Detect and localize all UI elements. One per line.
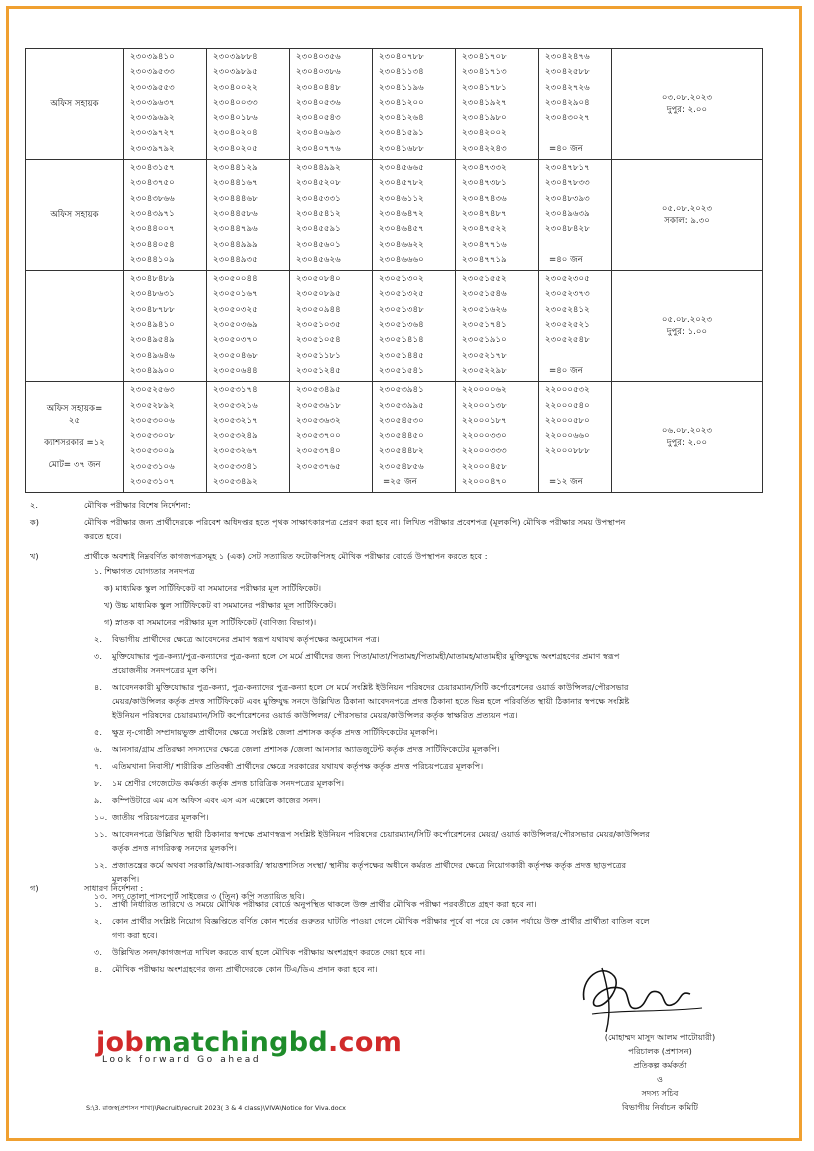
roll-number: ২৩০৫৩০০৯ xyxy=(130,446,175,457)
list-item-number: ১২. xyxy=(94,860,108,870)
roll-number: ২৩০৪৬৬৬০ xyxy=(379,254,424,265)
roll-number: ২৩০৫৩৯৪১ xyxy=(379,385,424,396)
roll-number: ২৩০৫৩২৬৭ xyxy=(213,446,258,457)
list-item-number: ৪. xyxy=(94,964,102,974)
roll-number: ২৩০৫১৩২৫ xyxy=(379,289,424,300)
post-name xyxy=(30,209,119,221)
signatory-details xyxy=(540,1030,780,1114)
roll-number: ২৩০৩৯৫৩৩ xyxy=(130,67,175,78)
roll-number: ২৩০৪৫৪১২ xyxy=(296,208,341,219)
list-item-number: ৮. xyxy=(94,778,102,788)
roll-number: ২৩০৫১৩৪৮ xyxy=(379,304,424,315)
roll-table-row xyxy=(26,382,763,493)
list-item-text: প্রার্থী নির্ধারিত তারিখে ও সময়ে মৌখিক পরীক্ষার বোর্ডে অনুপস্থিত থাকলে উক্ত প্রার্থীর মৌখিক পরীক্ষা পরবর্তীতে গ্রহণ করা হবে না। xyxy=(112,899,537,909)
list-item-text: মৌখিক পরীক্ষায় অংশগ্রহণের জন্য প্রার্থীদেরকে কোন টিএ/ডিএ প্রদান করা হবে না। xyxy=(112,964,378,974)
list-item-number: ২. xyxy=(94,916,102,926)
roll-number: ২৩০৫৩২১৭ xyxy=(213,415,258,426)
list-item-text: মূলকপি। xyxy=(112,874,140,884)
roll-number: ২৩০৫০৩৭০ xyxy=(213,335,258,346)
instruction-a-line-1: মৌখিক পরীক্ষার জন্য প্রার্থীদেরকে পরিবেশ অধিদপ্তর হতে পৃথক সাক্ষাৎকারপত্র প্রেরণ করা হবে না। লিখিত পরীক্ষার প্রবেশপত্র (মূলকপি) মৌখিক পরীক্ষার সময় উপস্থাপন xyxy=(84,517,626,527)
roll-number: ২৩০৫০৩৬৯ xyxy=(213,320,258,331)
roll-number: ২৩০৫৩০০৬ xyxy=(130,415,175,426)
list-item-number: ৩. xyxy=(94,651,102,661)
viva-time: দুপুর: ১.০০ xyxy=(666,326,708,337)
list-item-number: ২. xyxy=(94,634,102,644)
roll-number: ২৩০৩৯৮৮৪ xyxy=(213,52,258,62)
logo-part-com: .com xyxy=(328,1027,403,1058)
roll-number: ২৩০৫১৫৪৬ xyxy=(462,289,507,300)
roll-number: ২৩০৩৯৬৩৭ xyxy=(130,97,175,108)
list-item-number: ৫. xyxy=(94,727,102,737)
list-item-text: আনসার/গ্রাম প্রতিরক্ষা সদস্যদের ক্ষেত্রে জেলা প্রশাসক /জেলা আনসার অ্যাডজুটেন্ট কর্তৃক প্রদত্ত সার্টিফিকেটের মূলকপি। xyxy=(112,744,500,754)
viva-time: সকাল: ৯.৩০ xyxy=(664,215,710,226)
viva-time: দুপুর: ২.০০ xyxy=(666,437,708,448)
roll-number-column xyxy=(290,271,373,382)
roll-number-column xyxy=(290,382,373,493)
roll-number: ২৩০৪৮৩৯৩ xyxy=(545,193,590,204)
roll-number: ২৩০৫৪৮৫৬ xyxy=(379,461,424,472)
roll-number: ২৩০৪৭৩৩২ xyxy=(462,163,507,174)
roll-number: ২৩০৪১৭৮১ xyxy=(462,82,507,93)
roll-number: ২৩০৫৪৪৮২ xyxy=(379,446,424,457)
candidate-count: =১২ জন xyxy=(549,477,583,488)
roll-number xyxy=(545,460,607,475)
roll-number: ২৩০৪৪০৫৪ xyxy=(130,239,175,250)
roll-number: ২২০০০৪৫৮ xyxy=(462,461,507,472)
roll-number: ২৩০৫৩১০৭ xyxy=(130,477,175,488)
roll-number: ২৩০৪৭৪৮৭ xyxy=(462,208,507,219)
candidate-count: =৪০ জন xyxy=(549,254,583,265)
list-item-text: ১ম শ্রেণীর গেজেটেড কর্মকর্তা কর্তৃক প্রদত্ত চারিত্রিক সনদপত্রের মূলকপি। xyxy=(112,778,345,788)
roll-number: ২৩০৫২১৭৮ xyxy=(462,350,507,361)
roll-number: ২৩০৫২২৯৮ xyxy=(462,365,507,376)
footer-file-path: S:\3. রাজস্ব(প্রশাসন শাখা)\Recruit\recruit 2023( 3 & 4 class)\VIVA\Notice for Viva.docx xyxy=(86,1104,346,1112)
roll-number: ২৩০৪৩০২৭ xyxy=(545,113,590,124)
roll-number: ২৩০৫৩৯৯৫ xyxy=(379,400,424,411)
roll-number: ২৩০৪৮৪২৮ xyxy=(545,224,590,235)
roll-number xyxy=(545,349,607,364)
list-item-number: ১০. xyxy=(94,812,108,822)
roll-number: ২৩০৫০১৬৭ xyxy=(213,289,258,300)
roll-number xyxy=(545,126,607,141)
signature-scribble xyxy=(562,948,712,1038)
post-name-line xyxy=(30,449,119,459)
roll-number: ২৩০৫১৯১০ xyxy=(462,335,507,346)
roll-number: ২৩০৩৯৬৯২ xyxy=(130,113,175,124)
roll-number-column xyxy=(373,49,456,160)
list-item-text: প্রজাতন্ত্রের কর্মে অথবা সরকারি/আধা-সরকারি/ স্বায়ত্তশাসিত সংস্থা/ স্থানীয় কর্তৃপক্ষের অধীনে কর্মরত প্রার্থীদের ক্ষেত্রে নিয়োগকারী কর্তৃপক্ষ কর্তৃক প্রদত্ত ছাড়পত্রের xyxy=(112,860,627,870)
roll-number-column xyxy=(290,160,373,271)
list-item-text: কম্পিউটারে এম এস অফিস এবং এস এস এক্সেলে কাজের সনদ। xyxy=(112,795,321,805)
roll-number: ২৩০৪৬১১২ xyxy=(379,193,424,204)
viva-schedule-cell xyxy=(612,160,763,271)
roll-number: ২৩০৩৯৪১০ xyxy=(130,52,175,62)
post-name-line xyxy=(30,427,119,437)
roll-number: ২৩০৫১৬২৬ xyxy=(462,304,507,315)
roll-number: ২৩০৪৩৭৫০ xyxy=(130,178,175,189)
roll-number: ২৩০৪৪০০৭ xyxy=(130,224,175,235)
roll-number: ২২০০০৮৮৮ xyxy=(545,446,590,457)
post-name-cell xyxy=(26,160,124,271)
viva-date: ০৩.০৮.২০২৩ xyxy=(661,92,713,103)
signatory-and: ও xyxy=(656,1074,664,1084)
roll-number: ২৩০৩৯৫৫৩ xyxy=(130,82,175,93)
list-item-text: কর্তৃক প্রদত্ত নাগরিকত্ব সনদের মূলকপি। xyxy=(112,843,237,853)
post-name-cell xyxy=(26,271,124,382)
post-name-cell xyxy=(26,49,124,160)
roll-number: ২৩০৪৩১৫৭ xyxy=(130,163,175,174)
roll-number: ২৩০৪৭৭১৬ xyxy=(462,239,507,250)
roll-number: ২৩০৫২৩৭৩ xyxy=(545,289,590,300)
roll-table-row xyxy=(26,49,763,160)
roll-number: ২৩০৫১৫৫২ xyxy=(462,274,507,285)
viva-schedule-cell xyxy=(612,49,763,160)
roll-number: ২৩০৪১১৯৬ xyxy=(379,82,424,93)
list-item-number: ১৩. xyxy=(94,891,108,901)
roll-number: ২৩০৫৩২৪৯ xyxy=(213,431,258,442)
candidate-count: =৪০ জন xyxy=(549,143,583,154)
roll-number: ২৩০৫২৫৪৮ xyxy=(545,335,590,346)
roll-number: ২৩০৪১৯৮০ xyxy=(462,113,507,124)
roll-number: ২৩০৫২৫৬৩ xyxy=(130,385,175,396)
instruction-a-line-2: করতে হবে। xyxy=(84,531,122,541)
list-item-number: ১১. xyxy=(94,829,108,839)
roll-number-column xyxy=(124,160,207,271)
roll-number: ২৩০৪৪৭৯৬ xyxy=(213,224,258,235)
roll-number: ২৩০৫০৯৪৪ xyxy=(296,304,341,315)
post-name-cell xyxy=(26,382,124,493)
roll-number-column xyxy=(373,160,456,271)
list-item-text: ক্ষুদ্র নৃ-গোষ্ঠী সম্প্রদায়ভুক্ত প্রার্থীদের ক্ষেত্রে সংশ্লিষ্ট জেলা প্রশাসক কর্তৃক প্রদত্ত সার্টিফিকেটের মূলকপি। xyxy=(112,727,438,737)
roll-number: ২৩০৪২৫৮৮ xyxy=(545,67,590,78)
post-name-line: ক্যাশসরকার =১২ xyxy=(44,437,105,448)
roll-number-column xyxy=(207,382,290,493)
roll-number: ২৩০৪৪৫৮৬ xyxy=(213,208,258,219)
candidate-count: =৪০ জন xyxy=(549,365,583,376)
roll-number: ২৩০৪৭৭১৯ xyxy=(462,254,507,265)
post-name-line: মোট= ৩৭ জন xyxy=(48,459,101,470)
roll-number: ২৩০৪১৫৯১ xyxy=(379,128,424,139)
roll-number-column xyxy=(539,382,612,493)
list-item-text: আবেদনকারী মুক্তিযোদ্ধার পুত্র-কন্যা, পুত্র-কন্যাদের পুত্র-কন্যা হলে সে মর্মে সংশ্লিষ্ট ইউনিয়ন পরিষদের চেয়ারম্যান/সিটি কর্পোরেশনের ওয়ার্ড কাউন্সিলর/পৌরসভার xyxy=(112,682,629,692)
signatory-committee: বিভাগীয় নির্বাচন কমিটি xyxy=(622,1102,698,1112)
roll-number: ২৩০৫২৮৯২ xyxy=(130,400,175,411)
roll-number: ২৩০৫৩১৭৪ xyxy=(213,385,258,396)
roll-number: ২৩০৪৮৪৮৯ xyxy=(130,274,175,285)
roll-number: ২৩০৪৬৬২২ xyxy=(379,239,424,250)
roll-number: ২৩০৪০৭৮৮ xyxy=(379,52,424,62)
viva-roll-table xyxy=(25,48,763,493)
roll-number: ২৩০৫১১৮১ xyxy=(296,350,341,361)
roll-number: ২৩০৫৩৬১৮ xyxy=(296,400,341,411)
roll-number: ২৩০৫৩০০৮ xyxy=(130,431,175,442)
list-item-number: ১. xyxy=(94,899,102,909)
list-item-number: ৬. xyxy=(94,744,102,754)
roll-number: ২৩০৪২২৪৩ xyxy=(462,143,507,154)
roll-number: ২৩০৪১৯২৭ xyxy=(462,97,507,108)
roll-number: ২৩০৪২৪৭৬ xyxy=(545,52,590,62)
roll-number: ২৩০৫১৭৪১ xyxy=(462,320,507,331)
roll-number: ২৩০৪০৩৮৬ xyxy=(296,67,341,78)
roll-number: ২৩০৫১০৩৫ xyxy=(296,320,341,331)
roll-number: ২৩০৪০২০৪ xyxy=(213,128,258,139)
roll-number: ২৩০৪০০৩৩ xyxy=(213,97,258,108)
list-item-text: সদ্য তোলা পাসপোর্ট সাইজের ৩ (তিন) কপি সত্যায়িত ছবি। xyxy=(112,891,305,901)
roll-number-column xyxy=(373,382,456,493)
list-item-text: বিভাগীয় প্রার্থীদের ক্ষেত্রে আবেদনের প্রমাণ স্বরূপ যথাযথ কর্তৃপক্ষের অনুমোদন পত্র। xyxy=(112,634,380,644)
roll-number: ২৩০৫০৬৪৪ xyxy=(213,365,258,376)
candidate-count: =২৫ জন xyxy=(383,477,417,488)
post-name-line: অফিস সহায়ক xyxy=(50,98,99,109)
roll-number: ২৩০৪৭৮৩৩ xyxy=(545,178,590,189)
roll-number: ২৩০৫১৪৪৫ xyxy=(379,350,424,361)
roll-number: ২৩০৪০৪৪৮ xyxy=(296,82,341,93)
signatory-designation: পরিচালক (প্রশাসন) xyxy=(628,1046,692,1056)
roll-number: ২৩০৪৬৪৭২ xyxy=(379,208,424,219)
roll-number-column xyxy=(124,49,207,160)
roll-number-column xyxy=(124,382,207,493)
roll-number: ২৩০৫০৮৯৫ xyxy=(296,289,341,300)
roll-number-column xyxy=(456,271,539,382)
roll-number: ২৩০৪১২০০ xyxy=(379,97,424,108)
roll-number: ২৩০৫১৩০২ xyxy=(379,274,424,285)
instruction-b-text: প্রার্থীকে অবশ্যই নিম্নবর্ণিত কাগজপত্রসমূহ ১ (এক) সেট সত্যায়িত ফটোকপিসহ মৌখিক পরীক্ষার বোর্ডে উপস্থাপন করতে হবে : xyxy=(84,551,488,561)
post-name-line: অফিস সহায়ক= xyxy=(46,403,103,414)
roll-number xyxy=(296,475,368,490)
roll-number: ২৩০৪৫৭৮২ xyxy=(379,178,424,189)
roll-number: ২৩০৪১২৬৪ xyxy=(379,113,424,124)
roll-number: ২২০০০৫৩২ xyxy=(545,385,590,396)
roll-number: ২৩০৪৮৬৩১ xyxy=(130,289,175,300)
section-2-number: ২. xyxy=(30,500,38,510)
roll-number: ২৩০৩৯৮৯৫ xyxy=(213,67,258,78)
roll-number: ২৩০৫০৪৬৮ xyxy=(213,350,258,361)
roll-number: ২৩০৪৭৮১৭ xyxy=(545,163,590,174)
roll-number: ২৩০৪১৭১৩ xyxy=(462,67,507,78)
roll-number: ২৩০৪৯৬৪৬ xyxy=(130,350,175,361)
roll-number: ২৩০৫৪৪৫০ xyxy=(379,431,424,442)
roll-number: ২৩০৪৪১০৯ xyxy=(130,254,175,265)
roll-number: ২৩০৪৫৬২৬ xyxy=(296,254,341,265)
roll-number: ২৩০৫১৫৪১ xyxy=(379,365,424,376)
roll-number: ২৩০৫৩৭০০ xyxy=(296,431,341,442)
roll-number: ২৩০৩৯৭২৭ xyxy=(130,128,175,139)
roll-number: ২৩০৪২৯০৪ xyxy=(545,97,590,108)
logo-tagline: Look forward Go ahead xyxy=(102,1055,262,1065)
roll-number: ২৩০৪১৭০৮ xyxy=(462,52,507,62)
roll-number: ২৩০৪৫২০৮ xyxy=(296,178,341,189)
post-name-line: ২৫ xyxy=(68,415,81,426)
list-item-text: প্রয়োজনীয় সনদপত্রের মূল কপি। xyxy=(112,665,217,675)
list-item-text: মুক্তিযোদ্ধার পুত্র-কন্যা/পুত্র-কন্যাদের পুত্র-কন্যা হলে সে মর্মে প্রার্থীদের জন্য পিতা/মাতা/পিতামহ/পিতামহী/মাতামহ/মাতামহীর মুক্তিযুদ্ধে অংশগ্রহণের প্রমাণ স্বরূপ xyxy=(112,651,620,661)
list-item-text: আবেদনপত্রে উল্লিখিত স্থায়ী ঠিকানার স্বপক্ষে প্রমাণস্বরূপ সংশ্লিষ্ট ইউনিয়ন পরিষদের চেয়ারম্যান/সিটি কর্পোরেশনের মেয়র/ ওয়ার্ড কাউন্সিলর/পৌরসভার মেয়র/কাউন্সিলর xyxy=(112,829,650,839)
post-name xyxy=(30,403,119,471)
roll-number: ২৩০৫৩৪৯৫ xyxy=(296,385,341,396)
roll-number-column xyxy=(456,49,539,160)
roll-number: ২২০০০৬৬০ xyxy=(545,431,590,442)
roll-number: ২৩০৫২৫২১ xyxy=(545,320,590,331)
roll-number: ২৩০৪৪১২৯ xyxy=(213,163,258,174)
roll-number-column xyxy=(539,160,612,271)
roll-number: ২৩০৫৪৫৩০ xyxy=(379,415,424,426)
signatory-role: প্রতিকল্প কর্মকর্তা xyxy=(633,1060,687,1070)
roll-number: ২২০০০৫৪০ xyxy=(545,400,590,411)
roll-number: ২৩০৪০২০৫ xyxy=(213,143,258,154)
roll-number-column xyxy=(456,160,539,271)
instruction-c-number: গ) xyxy=(30,883,39,893)
post-name-line: অফিস সহায়ক xyxy=(50,209,99,220)
roll-number-column xyxy=(539,271,612,382)
roll-number: ২৩০৪০৫৪৩ xyxy=(296,113,341,124)
viva-schedule-cell xyxy=(612,382,763,493)
roll-number: ২৩০৪৫৬৬৫ xyxy=(379,163,424,174)
roll-number: ২৩০৪৪৯৩৫ xyxy=(213,254,258,265)
list-item-number: ৯. xyxy=(94,795,102,805)
list-item-text: জাতীয় পরিচয়পত্রের মূলকপি। xyxy=(112,812,209,822)
roll-number: ২৩০৪৯৪১০ xyxy=(130,320,175,331)
list-item-number: ৩. xyxy=(94,947,102,957)
roll-number: ২৩০৪১১৩৪ xyxy=(379,67,424,78)
section-2-title: মৌখিক পরীক্ষার বিশেষ নির্দেশনা: xyxy=(84,500,191,510)
watermark-logo xyxy=(96,1027,403,1065)
roll-number: ২৩০৫০৮৪০ xyxy=(296,274,341,285)
roll-number: ২২০০০৫৮০ xyxy=(545,415,590,426)
roll-number: ২৩০৪৪৯৯৯ xyxy=(213,239,258,250)
list-item-text: কোন প্রার্থীর সংশ্লিষ্ট নিয়োগ বিজ্ঞপ্তিতে বর্ণিত কোন শর্তের গুরুতর ঘাটতি পাওয়া গেলে মৌখিক পরীক্ষার পূর্বে বা পরে যে কোন পর্যায়ে উক্ত প্রার্থীর প্রার্থীতা বাতিল বলে xyxy=(112,916,650,926)
roll-number: ২৩০৪৭৪৩৬ xyxy=(462,193,507,204)
roll-number: ২৩০৫০০৪৪ xyxy=(213,274,258,285)
roll-table-row xyxy=(26,271,763,382)
roll-number: ২৩০৪০৭৭৬ xyxy=(296,143,341,154)
list-item-number: ৪. xyxy=(94,682,102,692)
instructions xyxy=(30,498,780,978)
roll-number-column xyxy=(373,271,456,382)
roll-number-column xyxy=(539,49,612,160)
roll-number xyxy=(545,238,607,253)
list-item-text: উল্লিখিত সনদ/কাগজপত্র দাখিল করতে ব্যর্থ হলে মৌখিক পরীক্ষায় অংশগ্রহণ করতে দেয়া হবে না। xyxy=(112,947,426,957)
viva-date: ০৫.০৮.২০২৩ xyxy=(661,314,713,325)
instruction-a-number: ক) xyxy=(30,517,39,527)
roll-number: ২৩০৪৫৬০১ xyxy=(296,239,341,250)
viva-date: ০৬.০৮.২০২৩ xyxy=(661,425,713,436)
roll-number: ২৩০৪৭৩৮১ xyxy=(462,178,507,189)
roll-number: ২৩০৫৩৭৬৫ xyxy=(296,461,341,472)
roll-number: ২৩০৪৪৪৬৮ xyxy=(213,193,258,204)
roll-number: ২৩০৫১২৪৫ xyxy=(296,365,341,376)
roll-number: ২৩০৫০৩২৫ xyxy=(213,304,258,315)
roll-number: ২৩০৫১৪১৪ xyxy=(379,335,424,346)
roll-table-row xyxy=(26,160,763,271)
roll-number: ২৩০৪১৬৮৮ xyxy=(379,143,424,154)
roll-number: ২৩০৫১০৫৪ xyxy=(296,335,341,346)
roll-number: ২৩০৫৩২১৬ xyxy=(213,400,258,411)
roll-number: ২৩০৩৯৭৯২ xyxy=(130,143,175,154)
roll-number: ২৩০৫৩৪৯২ xyxy=(213,477,258,488)
list-item-text: ইউনিয়ন পরিষদের চেয়ারম্যান/সিটি কর্পোরেশনের ওয়ার্ড কাউন্সিলর/ পৌরসভার মেয়র/কাউন্সিলর কর্তৃক স্বাক্ষরিত প্রত্যয়ন পত্র। xyxy=(112,710,518,720)
roll-number: ২৩০৪২০০২ xyxy=(462,128,507,139)
roll-number: ২৩০৪৯৫৪৯ xyxy=(130,335,175,346)
roll-number: ২৩০৪০৫৩৬ xyxy=(296,97,341,108)
roll-number: ২২০০০৩৩৩ xyxy=(462,446,507,457)
logo-part-job: job xyxy=(96,1027,145,1058)
roll-number: ২৩০৪৩৮৬৬ xyxy=(130,193,175,204)
viva-time: দুপুর: ২.০০ xyxy=(666,104,708,115)
roll-number: ২৩০৪৯৬৩৯ xyxy=(545,208,590,219)
list-item-text: গ) স্নাতক বা সমমানের পরীক্ষার মূল সার্টিফিকেট (বাণিজ্য বিভাগ)। xyxy=(104,617,317,627)
roll-number-column xyxy=(456,382,539,493)
list-item-text: গণ্য করা হবে। xyxy=(112,930,158,940)
roll-number: ২৩০৪৪৯৯২ xyxy=(296,163,341,174)
roll-number: ২৩০৪৮৭৮৮ xyxy=(130,304,175,315)
list-item-text: ক) মাধ্যমিক স্কুল সার্টিফিকেট বা সমমানের পরীক্ষার মূল সার্টিফিকেট। xyxy=(104,583,322,593)
instruction-b-number: খ) xyxy=(30,551,39,561)
roll-number: ২৩০৫২৩০৫ xyxy=(545,274,590,285)
roll-number: ২৩০৫১৩৬৪ xyxy=(379,320,424,331)
roll-number: ২৩০৫৩৭৪০ xyxy=(296,446,341,457)
roll-number: ২৩০৪০৬৯৩ xyxy=(296,128,341,139)
viva-schedule-cell xyxy=(612,271,763,382)
post-name xyxy=(30,98,119,110)
roll-number: ২৩০৫৩১০৬ xyxy=(130,461,175,472)
roll-number: ২৩০৫৩৩৪১ xyxy=(213,461,258,472)
roll-number: ২৩০৪৯৯০০ xyxy=(130,365,175,376)
logo-part-matchingbd: matchingbd xyxy=(144,1027,328,1058)
roll-number: ২৩০৪৫৩৩১ xyxy=(296,193,341,204)
roll-number: ২৩০৪৩৯৭১ xyxy=(130,208,175,219)
roll-number-column xyxy=(124,271,207,382)
list-item-text: খ) উচ্চ মাধ্যমিক স্কুল সার্টিফিকেট বা সমমানের পরীক্ষার মূল সার্টিফিকেট। xyxy=(104,600,337,610)
roll-number: ২৩০৪০৩৫৬ xyxy=(296,52,341,62)
list-item-text: মেয়র/কাউন্সিলর কর্তৃক প্রদত্ত সার্টিফিকেট এবং মুক্তিযুদ্ধ সনদে উল্লিখিত ঠিকানা আবেদনপত্রে প্রদত্ত ঠিকানা হতে ভিন্ন হলে পরিবর্তিত স্থায়ী ঠিকানার স্বপক্ষে সংশ্লিষ্ট xyxy=(112,696,630,706)
roll-number: ২৩০৪২৭২৬ xyxy=(545,82,590,93)
roll-number-column xyxy=(207,271,290,382)
instruction-c-title: সাধারণ নির্দেশনা : xyxy=(84,883,144,893)
roll-number: ২২০০০৪৭০ xyxy=(462,477,507,488)
roll-number: ২৩০৫২৪১২ xyxy=(545,304,590,315)
list-item-text: এতিমখানা নিবাসী/ শারীরিক প্রতিবন্ধী প্রার্থীদের ক্ষেত্রে সরকারের যথাযথ কর্তৃপক্ষ কর্তৃক প্রদত্ত পরিচয়পত্রের মূলকপি। xyxy=(112,761,484,771)
signatory-name: (মোহাম্মদ মাসুদ আলম পাটোয়ারী) xyxy=(604,1032,716,1042)
roll-number: ২৩০৪৫৫৯১ xyxy=(296,224,341,235)
roll-number: ২২০০০৩৩০ xyxy=(462,431,507,442)
roll-number: ২৩০৪৬৪৫৭ xyxy=(379,224,424,235)
viva-date: ০৫.০৮.২০২৩ xyxy=(661,203,713,214)
roll-number: ২৩০৫৩৬৩২ xyxy=(296,415,341,426)
roll-number: ২৩০৪০১৮৬ xyxy=(213,113,258,124)
roll-number-column xyxy=(290,49,373,160)
logo-wordmark xyxy=(96,1027,403,1058)
roll-number: ২২০০০১৩৮ xyxy=(462,400,507,411)
roll-number-column xyxy=(207,160,290,271)
list-item-number: ৭. xyxy=(94,761,102,771)
list-item-text: ১. শিক্ষাগত যোগ্যতার সনদপত্র xyxy=(94,566,195,576)
signatory-member: সদস্য সচিব xyxy=(641,1088,679,1098)
roll-number-column xyxy=(207,49,290,160)
roll-number: ২৩০৪০০২২ xyxy=(213,82,258,93)
roll-number: ২২০০০০৬২ xyxy=(462,385,507,396)
roll-number: ২৩০৪৪১৬৭ xyxy=(213,178,258,189)
roll-number: ২২০০০১৮৭ xyxy=(462,415,507,426)
roll-number: ২৩০৪৭৫২২ xyxy=(462,224,507,235)
